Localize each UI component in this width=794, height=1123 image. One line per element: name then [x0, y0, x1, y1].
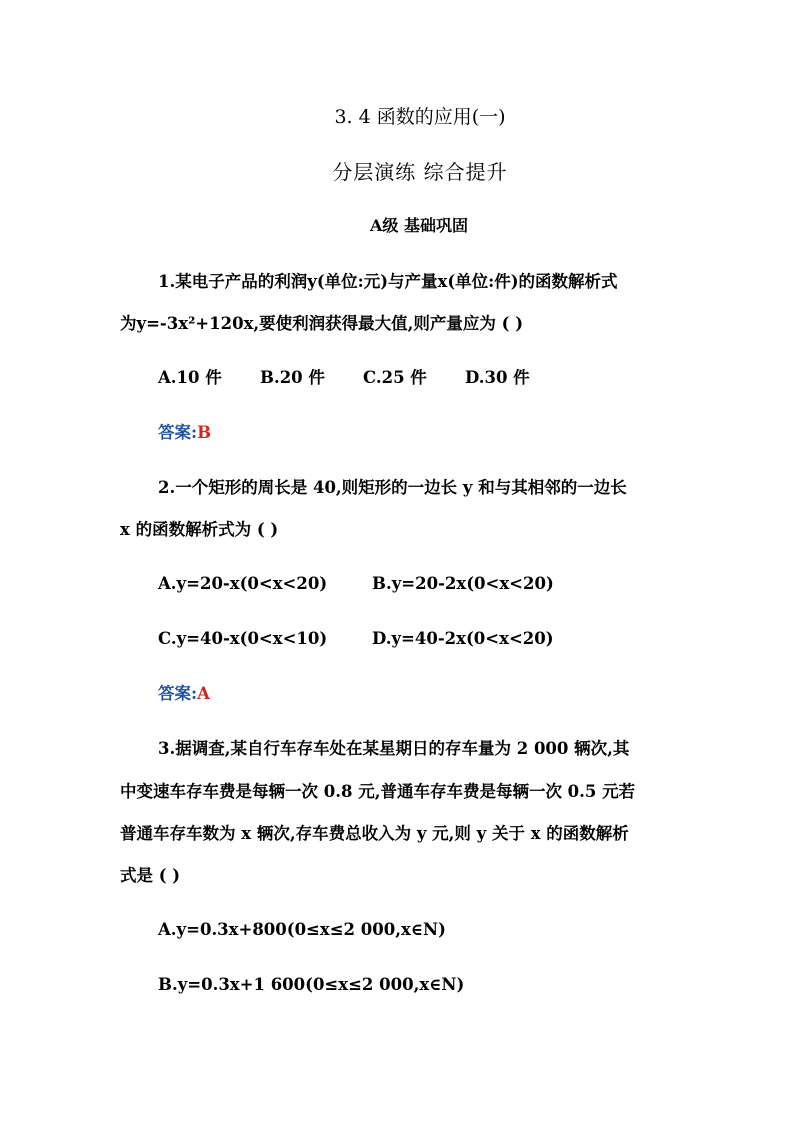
question-1-option-c: C.25 件 — [363, 368, 427, 387]
question-3-option-b: B.y=0.3x+1 600(0≤x≤2 000,x∈N) — [158, 975, 465, 994]
section-subtitle: 分层演练 综合提升 — [332, 160, 508, 184]
question-1-option-a: A.10 件 — [158, 368, 222, 387]
question-1-option-b: B.20 件 — [260, 368, 325, 387]
page-title: 3. 4 函数的应用(一) — [334, 106, 506, 128]
answer-value: A — [197, 684, 210, 703]
answer-label: 答案: — [158, 423, 198, 442]
level-heading: A级 基础巩固 — [370, 216, 468, 235]
question-3-line-3: 普通车存车数为 x 辆次,存车费总收入为 y 元,则 y 关于 x 的函数解析 — [120, 824, 629, 843]
question-3-line-1: 3.据调查,某自行车存车处在某星期日的存车量为 2 000 辆次,其 — [158, 739, 630, 758]
answer-value: B — [197, 423, 212, 442]
question-2-answer — [158, 686, 210, 703]
question-1-line-2: 为y=-3x²+120x,要使利润获得最大值,则产量应为 ( ) — [120, 314, 524, 333]
question-3-line-2: 中变速车存车费是每辆一次 0.8 元,普通车存车费是每辆一次 0.5 元若 — [120, 782, 636, 801]
question-2-option-d: D.y=40-2x(0<x<20) — [372, 629, 554, 648]
question-3-line-4: 式是 ( ) — [120, 866, 181, 885]
question-1-line-1: 1.某电子产品的利润y(单位:元)与产量x(单位:件)的函数解析式 — [158, 272, 618, 291]
question-2-option-c: C.y=40-x(0<x<10) — [158, 629, 328, 648]
question-1-option-d: D.30 件 — [465, 368, 530, 387]
question-2-line-2: x 的函数解析式为 ( ) — [120, 520, 279, 539]
question-2-option-a: A.y=20-x(0<x<20) — [158, 574, 328, 593]
question-3-option-a: A.y=0.3x+800(0≤x≤2 000,x∈N) — [158, 920, 446, 939]
question-2-line-1: 2.一个矩形的周长是 40,则矩形的一边长 y 和与其相邻的一边长 — [158, 478, 627, 497]
question-1-answer — [158, 425, 211, 442]
question-2-option-b: B.y=20-2x(0<x<20) — [372, 574, 554, 593]
answer-label: 答案: — [158, 684, 198, 703]
